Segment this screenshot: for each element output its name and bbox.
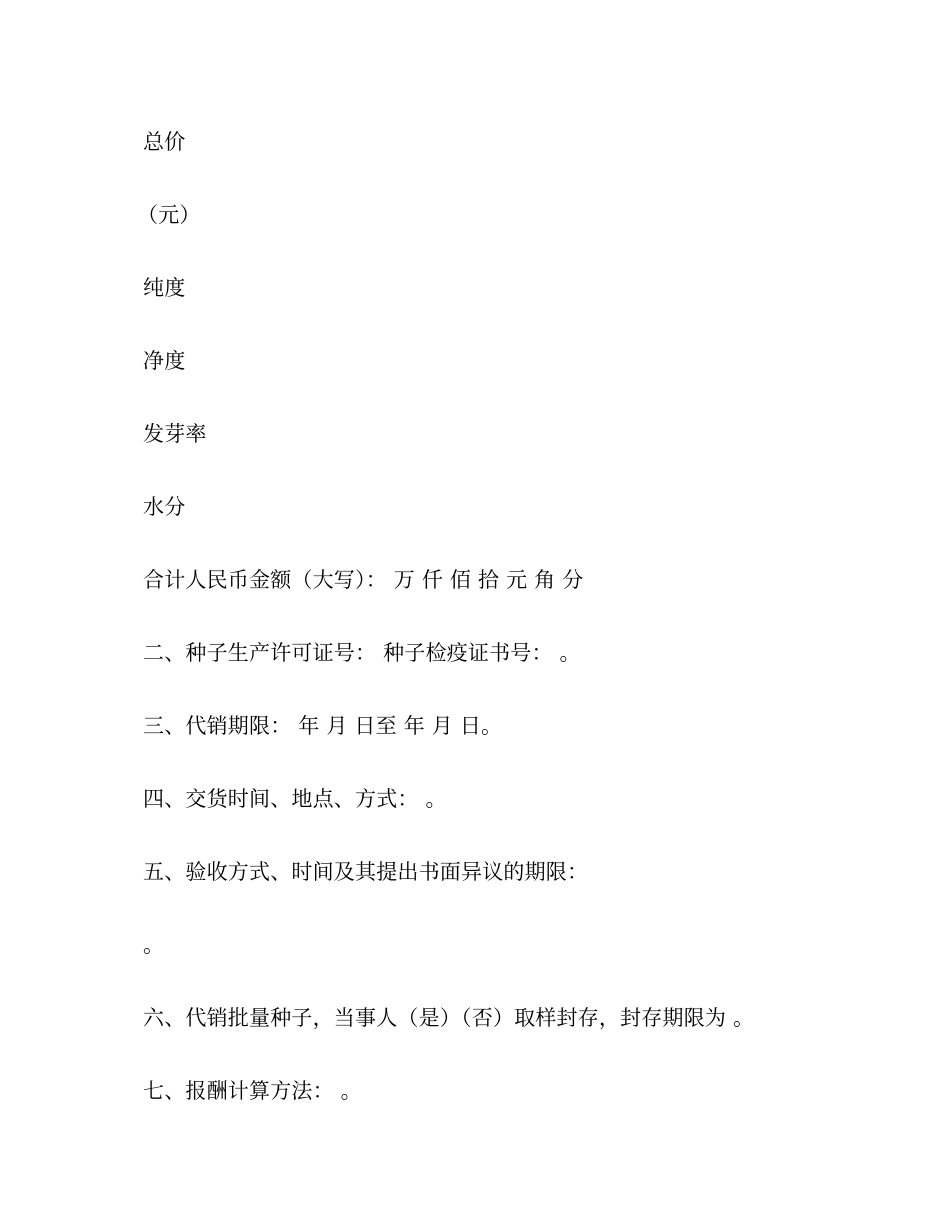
text-line-clause-5: 五、验收方式、时间及其提出书面异议的期限： [143, 860, 589, 884]
text-line-clause-5-end: 。 [143, 933, 165, 957]
text-line-clause-7: 七、报酬计算方法： 。 [143, 1079, 362, 1103]
text-line-germination-rate: 发芽率 [143, 422, 207, 446]
text-line-clause-3: 三、代销期限： 年 月 日至 年 月 日。 [143, 714, 503, 738]
text-line-unit-yuan: （元） [137, 203, 201, 227]
text-line-total-amount: 合计人民币金额（大写）： 万 仟 佰 拾 元 角 分 [143, 568, 584, 592]
text-line-total-price: 总价 [143, 130, 186, 154]
text-line-cleanliness: 净度 [143, 349, 186, 373]
text-line-clause-6: 六、代销批量种子，当事人（是）（否）取样封存，封存期限为 。 [143, 1006, 755, 1030]
text-line-clause-4: 四、交货时间、地点、方式： 。 [143, 787, 447, 811]
text-line-purity: 纯度 [143, 276, 186, 300]
text-line-moisture: 水分 [143, 495, 186, 519]
text-line-clause-2: 二、种子生产许可证号： 种子检疫证书号： 。 [143, 641, 581, 665]
